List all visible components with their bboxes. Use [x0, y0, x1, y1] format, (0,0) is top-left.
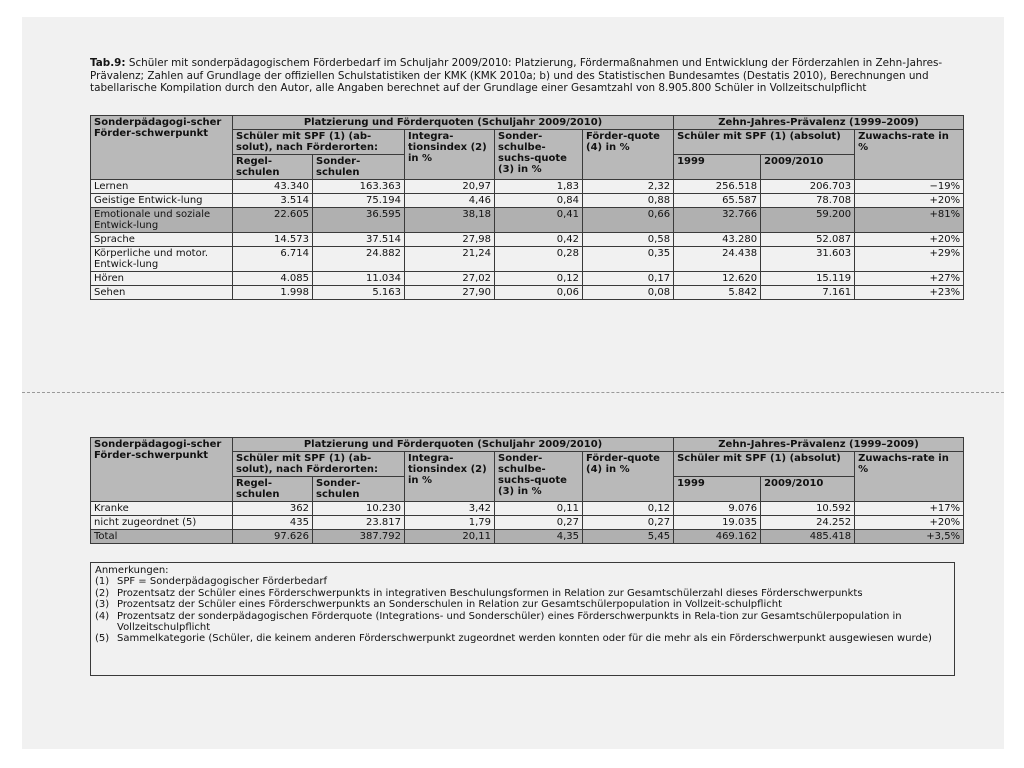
table-row — [91, 194, 964, 208]
table-body-bottom — [91, 502, 964, 544]
cell-integrationsindex: 27,90 — [405, 286, 495, 300]
header-spf-ort: Schüler mit SPF (1) (ab-solut), nach Förderorten: — [233, 130, 405, 155]
notes-title: Anmerkungen: — [95, 565, 169, 576]
table-body-top — [91, 180, 964, 300]
cell-2009: 10.592 — [761, 502, 855, 516]
row-label: Körperliche und motor. Entwick-lung — [91, 247, 233, 272]
row-label: Emotionale und soziale Entwick-lung — [91, 208, 233, 233]
cell-zuwachsrate: +27% — [855, 272, 964, 286]
header-foerderquote: Förder-quote (4) in % — [583, 130, 674, 180]
cell-foerderquote: 0,88 — [583, 194, 674, 208]
cell-2009: 52.087 — [761, 233, 855, 247]
cell-sonderschulquote: 0,06 — [495, 286, 583, 300]
cell-sonderschulquote: 1,83 — [495, 180, 583, 194]
note-marker: (5) — [95, 633, 110, 645]
cell-2009: 485.418 — [761, 530, 855, 544]
cell-zuwachsrate: +17% — [855, 502, 964, 516]
header-zuwachs: Zuwachs-rate in % — [855, 452, 964, 502]
cell-zuwachsrate: +20% — [855, 233, 964, 247]
header-integration: Integra-tionsindex (2) in % — [405, 130, 495, 180]
cell-2009: 7.161 — [761, 286, 855, 300]
note-marker: (3) — [95, 599, 110, 611]
cell-zuwachsrate: +3,5% — [855, 530, 964, 544]
cell-1999: 256.518 — [674, 180, 761, 194]
table-row — [91, 272, 964, 286]
cell-sonderschulen: 24.882 — [313, 247, 405, 272]
cell-foerderquote: 0,27 — [583, 516, 674, 530]
note-text: Sammelkategorie (Schüler, die keinem anderen Förderschwerpunkt zugeordnet werden konnten oder für die mehr als ein Förderschwerpunkt ausgewiesen wurde) — [117, 633, 932, 645]
cell-zuwachsrate: +20% — [855, 516, 964, 530]
cell-1999: 5.842 — [674, 286, 761, 300]
cell-foerderquote: 0,12 — [583, 502, 674, 516]
cell-1999: 43.280 — [674, 233, 761, 247]
header-schwerpunkt: Sonderpädagogi-scher Förder-schwerpunkt — [91, 438, 233, 502]
cell-foerderquote: 0,66 — [583, 208, 674, 233]
cell-sonderschulquote: 0,84 — [495, 194, 583, 208]
cell-integrationsindex: 3,42 — [405, 502, 495, 516]
cell-sonderschulquote: 0,42 — [495, 233, 583, 247]
notes-list — [95, 576, 950, 644]
cell-sonderschulen: 163.363 — [313, 180, 405, 194]
cell-integrationsindex: 20,11 — [405, 530, 495, 544]
header-2009: 2009/2010 — [761, 477, 855, 502]
header-platzierung: Platzierung und Förderquoten (Schuljahr 2009/2010) — [233, 438, 674, 452]
cell-2009: 15.119 — [761, 272, 855, 286]
cell-integrationsindex: 38,18 — [405, 208, 495, 233]
cell-1999: 32.766 — [674, 208, 761, 233]
header-spf-ort: Schüler mit SPF (1) (ab-solut), nach Förderorten: — [233, 452, 405, 477]
note-item — [95, 633, 950, 644]
header-1999: 1999 — [674, 155, 761, 180]
header-schwerpunkt: Sonderpädagogi-scher Förder-schwerpunkt — [91, 116, 233, 180]
note-marker: (4) — [95, 610, 110, 622]
cell-sonderschulquote: 0,11 — [495, 502, 583, 516]
cell-regelschulen: 3.514 — [233, 194, 313, 208]
cell-1999: 65.587 — [674, 194, 761, 208]
statistics-table-bottom — [90, 437, 964, 544]
header-praevalenz: Zehn-Jahres-Prävalenz (1999–2009) — [674, 438, 964, 452]
cell-sonderschulen: 75.194 — [313, 194, 405, 208]
row-label: Hören — [91, 272, 233, 286]
row-label: Total — [91, 530, 233, 544]
cell-integrationsindex: 27,98 — [405, 233, 495, 247]
cell-1999: 9.076 — [674, 502, 761, 516]
cell-sonderschulen: 11.034 — [313, 272, 405, 286]
table-row — [91, 286, 964, 300]
table-row — [91, 502, 964, 516]
cell-sonderschulen: 23.817 — [313, 516, 405, 530]
cell-1999: 469.162 — [674, 530, 761, 544]
cell-foerderquote: 2,32 — [583, 180, 674, 194]
cell-regelschulen: 97.626 — [233, 530, 313, 544]
table-caption — [90, 57, 960, 95]
row-label: Sehen — [91, 286, 233, 300]
note-text: Prozentsatz der Schüler eines Förderschwerpunkts in integrativen Beschulungsformen in Relation zur Gesamtschülerzahl dieses Förderschwerpunkts — [117, 587, 863, 599]
note-marker: (1) — [95, 576, 110, 588]
cell-integrationsindex: 27,02 — [405, 272, 495, 286]
page-divider — [22, 392, 1004, 393]
cell-zuwachsrate: +23% — [855, 286, 964, 300]
table-row — [91, 180, 964, 194]
cell-zuwachsrate: +20% — [855, 194, 964, 208]
cell-regelschulen: 1.998 — [233, 286, 313, 300]
note-text: Prozentsatz der sonderpädagogischen Förderquote (Integrations- und Sonderschüler) eines Förderschwerpunkts in Rela-tion zur Gesamtschülerpopulation in Vollzeitschulpflicht — [117, 610, 902, 634]
cell-1999: 24.438 — [674, 247, 761, 272]
note-text: SPF = Sonderpädagogischer Förderbedarf — [117, 576, 327, 588]
cell-2009: 59.200 — [761, 208, 855, 233]
cell-foerderquote: 5,45 — [583, 530, 674, 544]
header-regel: Regel-schulen — [233, 155, 313, 180]
note-item — [95, 599, 950, 610]
note-text: Prozentsatz der Schüler eines Förderschwerpunkts an Sonderschulen in Relation zur Gesamtschülerpopulation in Vollzeit-schulpflicht — [117, 599, 782, 611]
cell-1999: 19.035 — [674, 516, 761, 530]
cell-zuwachsrate: +29% — [855, 247, 964, 272]
cell-zuwachsrate: −19% — [855, 180, 964, 194]
note-marker: (2) — [95, 587, 110, 599]
note-item — [95, 576, 950, 587]
header-spf-abs: Schüler mit SPF (1) (absolut) — [674, 130, 855, 155]
cell-foerderquote: 0,35 — [583, 247, 674, 272]
header-praevalenz: Zehn-Jahres-Prävalenz (1999–2009) — [674, 116, 964, 130]
note-item — [95, 588, 950, 599]
cell-regelschulen: 22.605 — [233, 208, 313, 233]
cell-sonderschulen: 10.230 — [313, 502, 405, 516]
cell-2009: 78.708 — [761, 194, 855, 208]
row-label: nicht zugeordnet (5) — [91, 516, 233, 530]
table-row — [91, 516, 964, 530]
header-sonderschul: Sonder-schulbe-suchs-quote (3) in % — [495, 130, 583, 180]
cell-zuwachsrate: +81% — [855, 208, 964, 233]
cell-2009: 24.252 — [761, 516, 855, 530]
cell-sonderschulquote: 0,27 — [495, 516, 583, 530]
note-item — [95, 611, 950, 634]
header-sonderschul: Sonder-schulbe-suchs-quote (3) in % — [495, 452, 583, 502]
cell-1999: 12.620 — [674, 272, 761, 286]
cell-sonderschulquote: 0,41 — [495, 208, 583, 233]
row-label: Kranke — [91, 502, 233, 516]
cell-regelschulen: 435 — [233, 516, 313, 530]
cell-regelschulen: 43.340 — [233, 180, 313, 194]
header-sonder: Sonder-schulen — [313, 155, 405, 180]
cell-sonderschulquote: 0,12 — [495, 272, 583, 286]
row-label: Sprache — [91, 233, 233, 247]
table-row — [91, 208, 964, 233]
cell-foerderquote: 0,17 — [583, 272, 674, 286]
cell-integrationsindex: 21,24 — [405, 247, 495, 272]
cell-sonderschulen: 5.163 — [313, 286, 405, 300]
table-row — [91, 247, 964, 272]
header-zuwachs: Zuwachs-rate in % — [855, 130, 964, 180]
cell-foerderquote: 0,08 — [583, 286, 674, 300]
cell-integrationsindex: 20,97 — [405, 180, 495, 194]
cell-regelschulen: 14.573 — [233, 233, 313, 247]
cell-sonderschulen: 36.595 — [313, 208, 405, 233]
notes-box — [90, 562, 955, 676]
cell-integrationsindex: 1,79 — [405, 516, 495, 530]
cell-sonderschulen: 387.792 — [313, 530, 405, 544]
header-integration: Integra-tionsindex (2) in % — [405, 452, 495, 502]
cell-foerderquote: 0,58 — [583, 233, 674, 247]
statistics-table-top — [90, 115, 964, 300]
table-row — [91, 233, 964, 247]
cell-2009: 206.703 — [761, 180, 855, 194]
header-sonder: Sonder-schulen — [313, 477, 405, 502]
header-2009: 2009/2010 — [761, 155, 855, 180]
row-label: Geistige Entwick-lung — [91, 194, 233, 208]
row-label: Lernen — [91, 180, 233, 194]
header-foerderquote: Förder-quote (4) in % — [583, 452, 674, 502]
cell-2009: 31.603 — [761, 247, 855, 272]
cell-regelschulen: 6.714 — [233, 247, 313, 272]
cell-regelschulen: 362 — [233, 502, 313, 516]
cell-sonderschulquote: 4,35 — [495, 530, 583, 544]
header-regel: Regel-schulen — [233, 477, 313, 502]
cell-sonderschulquote: 0,28 — [495, 247, 583, 272]
cell-integrationsindex: 4,46 — [405, 194, 495, 208]
cell-sonderschulen: 37.514 — [313, 233, 405, 247]
caption-label: Tab.9: — [90, 57, 126, 69]
caption-text: Schüler mit sonderpädagogischem Förderbedarf im Schuljahr 2009/2010: Platzierung, Fördermaßnahmen und Entwicklung der Förderzahlen in Zehn-Jahres-Prävalenz; Zahlen auf Grundlage der offiziellen Schulstatistiken der KMK (KMK 2010a; b) und des Statistischen Bundesamtes (Destatis 2010), Berechnungen und tabellarische Kompilation durch den Autor, alle Angaben berechnet auf der Grundlage einer Gesamtzahl von 8.905.800 Schüler in Vollzeitschulpflicht — [90, 57, 943, 95]
header-platzierung: Platzierung und Förderquoten (Schuljahr 2009/2010) — [233, 116, 674, 130]
cell-regelschulen: 4.085 — [233, 272, 313, 286]
header-spf-abs: Schüler mit SPF (1) (absolut) — [674, 452, 855, 477]
table-row — [91, 530, 964, 544]
header-1999: 1999 — [674, 477, 761, 502]
